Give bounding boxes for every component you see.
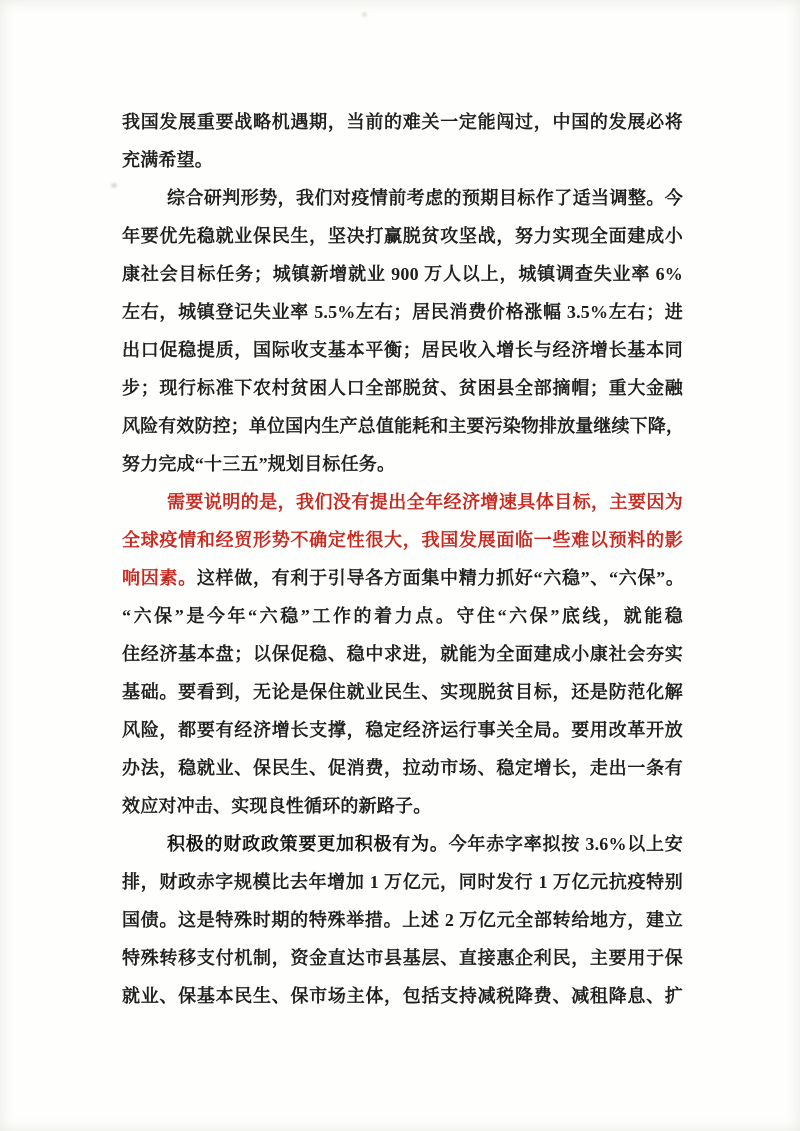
text-run-normal: 我国发展重要战略机遇期，当前的难关一定能闯过，中国的发展必将 xyxy=(122,112,683,132)
paragraph xyxy=(122,825,683,1015)
text-run-normal: 效应对冲击、实现良性循环的新路子。 xyxy=(122,796,432,816)
text-run-red: 响因素。 xyxy=(122,568,197,588)
text-line xyxy=(122,483,683,521)
document-body xyxy=(122,103,683,1015)
text-run-normal: 风险，都要有经济增长支撑，稳定经济运行事关全局。要用改革开放 xyxy=(122,720,683,740)
text-line xyxy=(122,103,683,141)
text-run-normal: 康社会目标任务；城镇新增就业 900 万人以上，城镇调查失业率 6% xyxy=(122,264,683,284)
text-run-normal: 就业、保基本民生、保市场主体，包括支持减税降费、减租降息、扩 xyxy=(122,986,683,1006)
text-run-normal: 国债。这是特殊时期的特殊举措。上述 2 万亿元全部转给地方，建立 xyxy=(122,910,683,930)
text-line xyxy=(122,445,683,483)
text-run-red: 全球疫情和经贸形势不确定性很大，我国发展面临一些难以预料的影 xyxy=(122,530,683,550)
text-run-normal: 办法，稳就业、保民生、促消费，拉动市场、稳定增长，走出一条有 xyxy=(122,758,683,778)
text-line xyxy=(122,559,683,597)
text-line xyxy=(122,673,683,711)
text-line xyxy=(122,787,683,825)
text-run-bold: 积极的财政政策要更加积极有为。 xyxy=(167,834,449,854)
text-line xyxy=(122,749,683,787)
text-run-normal: 出口促稳提质，国际收支基本平衡；居民收入增长与经济增长基本同 xyxy=(122,340,683,360)
text-run-normal: “六保”是今年“六稳”工作的着力点。守住“六保”底线，就能稳 xyxy=(122,606,683,626)
paragraph xyxy=(122,179,683,483)
text-line xyxy=(122,825,683,863)
text-run-normal: 排，财政赤字规模比去年增加 1 万亿元，同时发行 1 万亿元抗疫特别 xyxy=(122,872,683,892)
text-line xyxy=(122,711,683,749)
text-run-normal: 年要优先稳就业保民生，坚决打赢脱贫攻坚战，努力实现全面建成小 xyxy=(122,226,683,246)
text-line xyxy=(122,597,683,635)
scan-speck xyxy=(111,183,117,188)
text-line xyxy=(122,331,683,369)
text-line xyxy=(122,901,683,939)
text-line xyxy=(122,407,683,445)
text-line xyxy=(122,293,683,331)
text-run-normal: 基础。要看到，无论是保住就业民生、实现脱贫目标，还是防范化解 xyxy=(122,682,683,702)
text-run-normal: 充满希望。 xyxy=(122,150,213,170)
paragraph xyxy=(122,103,683,179)
text-run-normal: 努力完成“十三五”规划目标任务。 xyxy=(122,454,396,474)
text-line xyxy=(122,939,683,977)
text-run-normal: 风险有效防控；单位国内生产总值能耗和主要污染物排放量继续下降， xyxy=(122,416,683,436)
text-line xyxy=(122,977,683,1015)
text-run-normal: 特殊转移支付机制，资金直达市县基层、直接惠企利民，主要用于保 xyxy=(122,948,683,968)
text-run-normal: 今年赤字率拟按 3.6%以上安 xyxy=(448,834,683,854)
text-line xyxy=(122,635,683,673)
text-line xyxy=(122,863,683,901)
text-run-normal: 住经济基本盘；以保促稳、稳中求进，就能为全面建成小康社会夯实 xyxy=(122,644,683,664)
text-run-red: 需要说明的是，我们没有提出全年经济增速具体目标，主要因为 xyxy=(167,492,683,512)
paragraph xyxy=(122,483,683,825)
text-run-normal: 这样做，有利于引导各方面集中精力抓好“六稳”、“六保”。 xyxy=(196,568,683,588)
text-line xyxy=(122,217,683,255)
text-line xyxy=(122,179,683,217)
text-line xyxy=(122,255,683,293)
text-line xyxy=(122,369,683,407)
text-run-normal: 步；现行标准下农村贫困人口全部脱贫、贫困县全部摘帽；重大金融 xyxy=(122,378,683,398)
scan-speck xyxy=(362,12,367,17)
text-run-normal: 左右，城镇登记失业率 5.5%左右；居民消费价格涨幅 3.5%左右；进 xyxy=(122,302,683,322)
text-line xyxy=(122,521,683,559)
text-run-normal: 综合研判形势，我们对疫情前考虑的预期目标作了适当调整。今 xyxy=(167,188,683,208)
text-line xyxy=(122,141,683,179)
